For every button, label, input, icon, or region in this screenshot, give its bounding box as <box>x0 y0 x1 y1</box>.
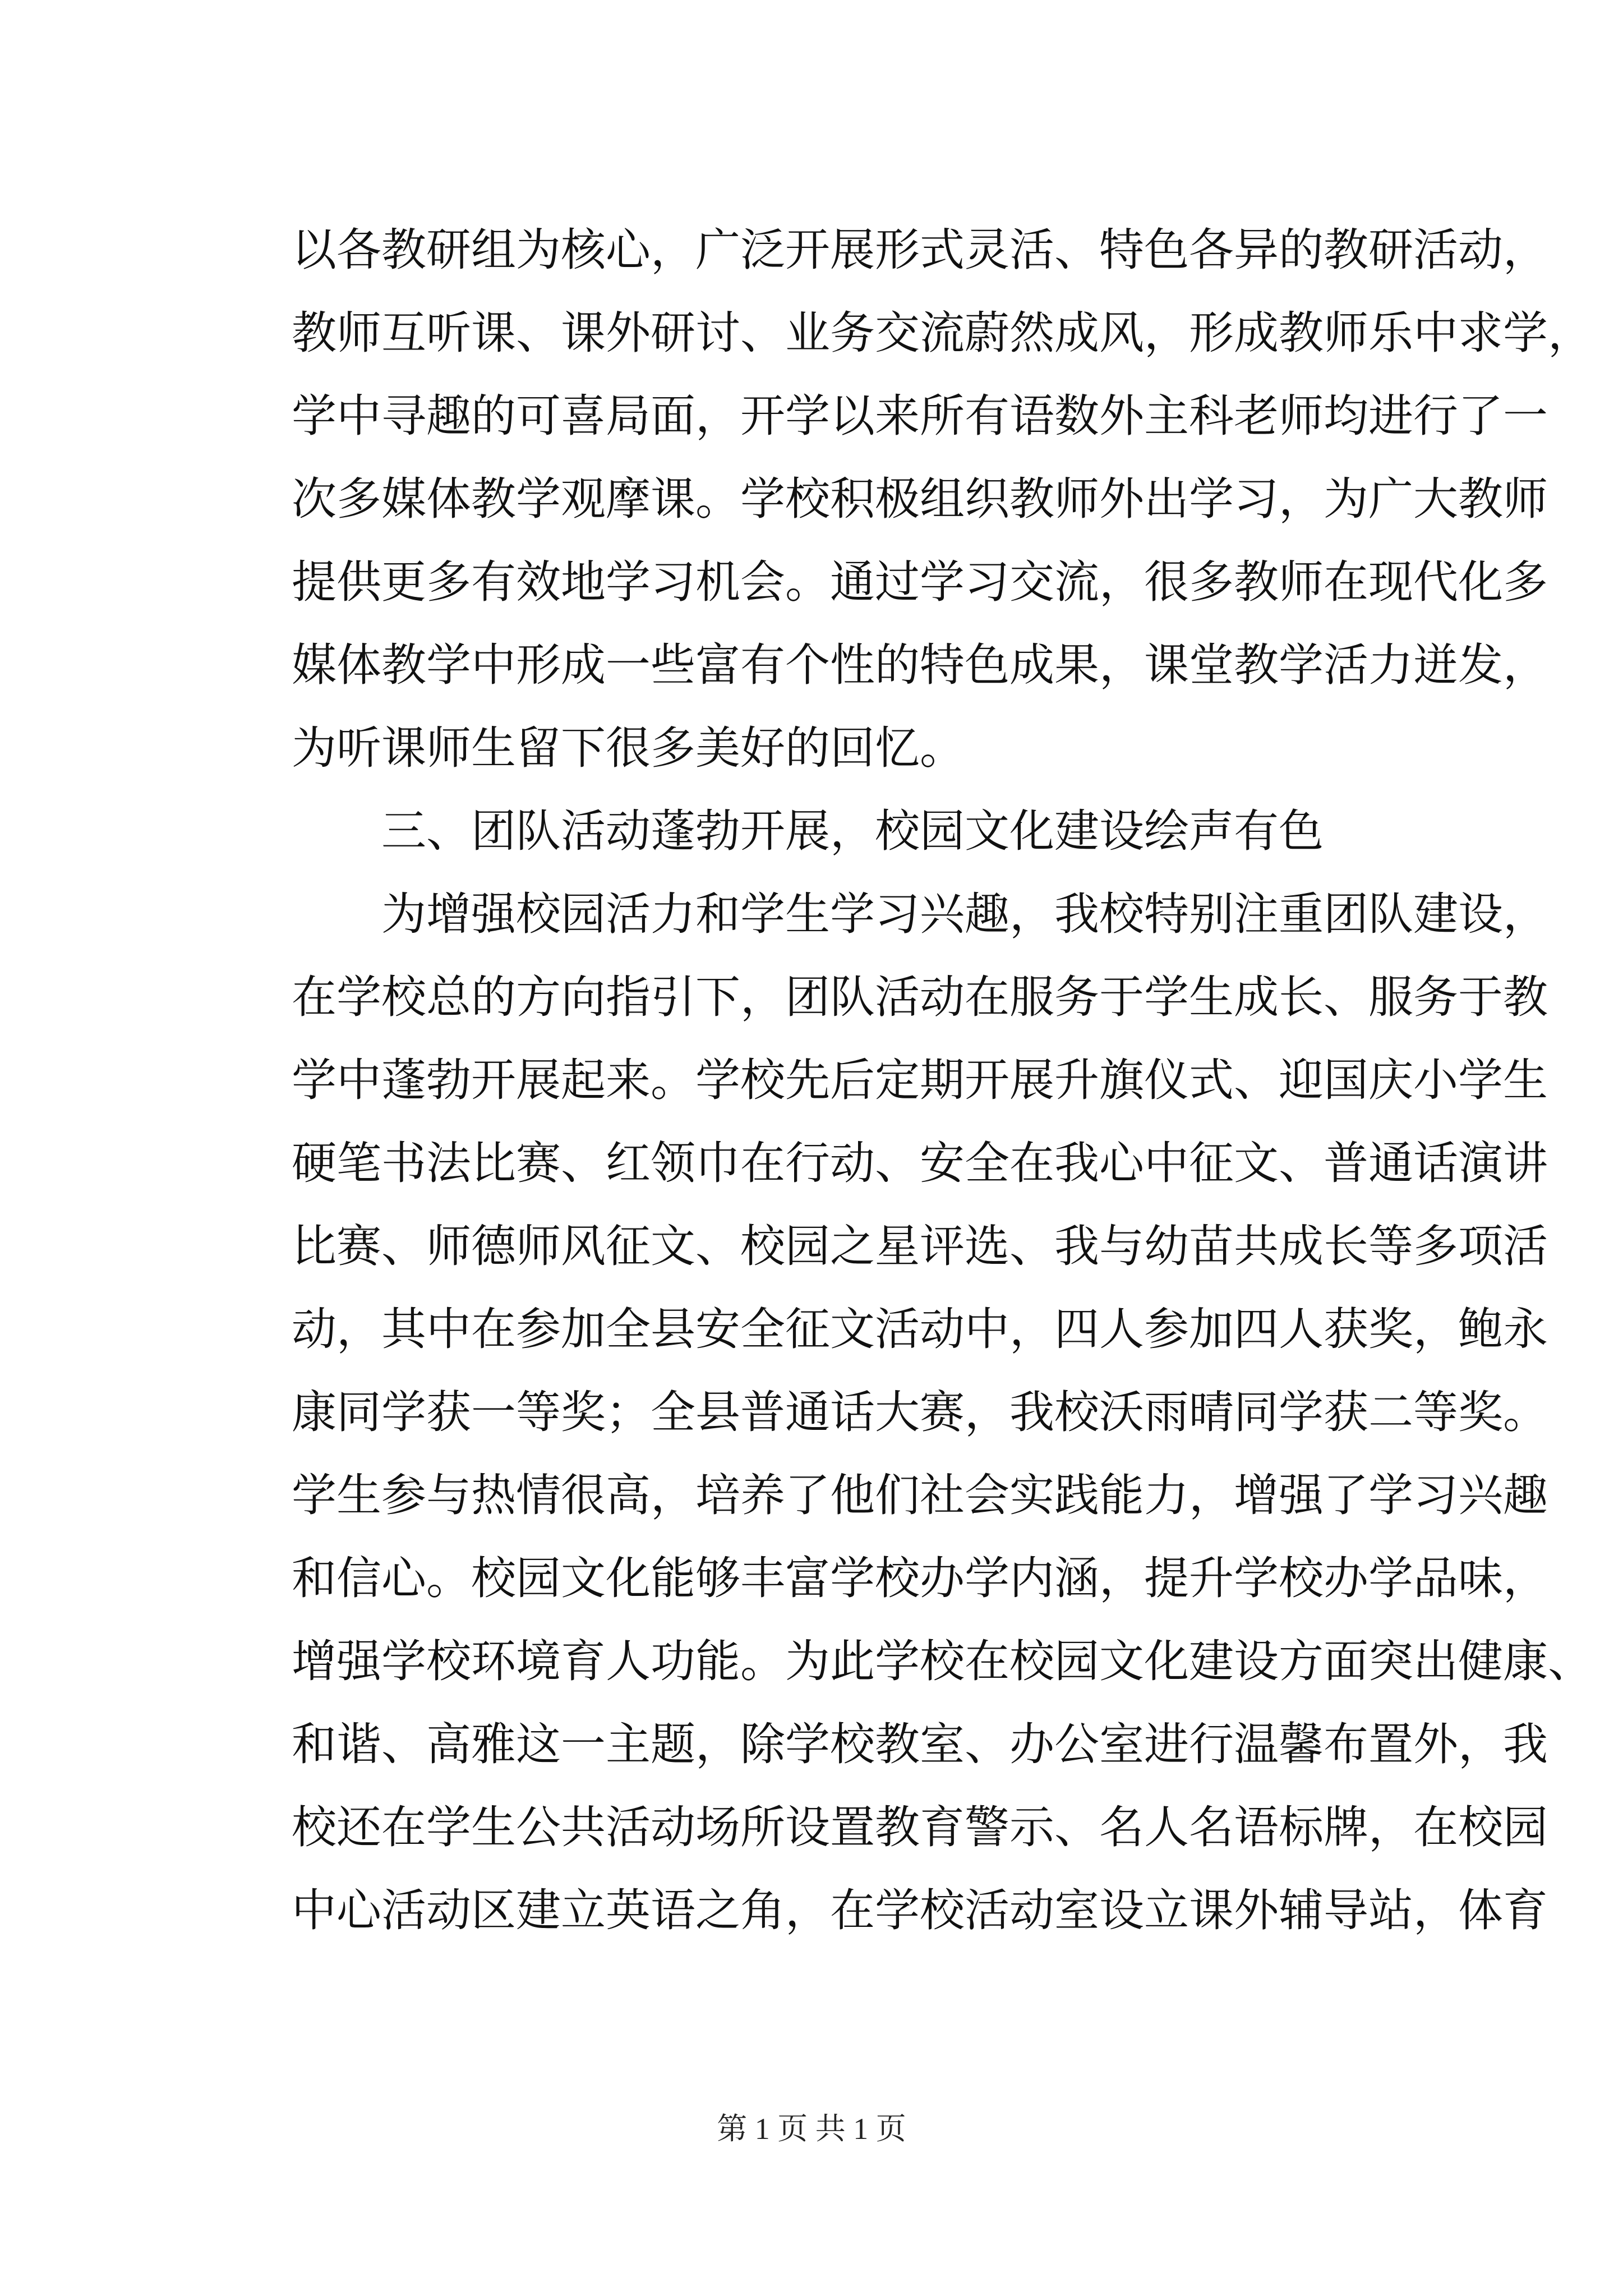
text-line: 动，其中在参加全县安全征文活动中，四人参加四人获奖，鲍永 <box>292 1303 1548 1355</box>
document-body <box>292 209 1593 1952</box>
text-line: 次多媒体教学观摩课。学校积极组织教师外出学习，为广大教师 <box>292 473 1548 525</box>
text-line: 教师互听课、课外研讨、业务交流蔚然成风，形成教师乐中求学， <box>292 307 1593 359</box>
text-line: 在学校总的方向指引下，团队活动在服务于学生成长、服务于教 <box>292 971 1548 1023</box>
section-heading: 三、团队活动蓬勃开展，校园文化建设绘声有色 <box>381 805 1324 857</box>
text-line: 康同学获一等奖；全县普通话大赛，我校沃雨晴同学获二等奖。 <box>292 1386 1548 1438</box>
text-line: 媒体教学中形成一些富有个性的特色成果，课堂教学活力迸发， <box>292 639 1548 691</box>
page-footer <box>0 2105 1623 2148</box>
text-line: 增强学校环境育人功能。为此学校在校园文化建设方面突出健康、 <box>292 1635 1593 1687</box>
text-line: 为听课师生留下很多美好的回忆。 <box>292 722 965 774</box>
text-line: 提供更多有效地学习机会。通过学习交流，很多教师在现代化多 <box>292 556 1548 608</box>
text-line: 和信心。校园文化能够丰富学校办学内涵，提升学校办学品味， <box>292 1552 1548 1604</box>
text-line: 硬笔书法比赛、红领巾在行动、安全在我心中征文、普通话演讲 <box>292 1137 1548 1189</box>
text-line: 学生参与热情很高，培养了他们社会实践能力，增强了学习兴趣 <box>292 1469 1548 1521</box>
text-line: 以各教研组为核心，广泛开展形式灵活、特色各异的教研活动， <box>292 224 1548 276</box>
text-line: 学中寻趣的可喜局面，开学以来所有语数外主科老师均进行了一 <box>292 390 1548 442</box>
page-number: 第 1 页 共 1 页 <box>717 2112 906 2146</box>
text-line: 和谐、高雅这一主题，除学校教室、办公室进行温馨布置外，我 <box>292 1718 1548 1770</box>
text-line: 比赛、师德师风征文、校园之星评选、我与幼苗共成长等多项活 <box>292 1220 1548 1272</box>
text-line: 中心活动区建立英语之角，在学校活动室设立课外辅导站，体育 <box>292 1884 1548 1936</box>
text-line: 校还在学生公共活动场所设置教育警示、名人名语标牌，在校园 <box>292 1801 1548 1853</box>
text-line: 学中蓬勃开展起来。学校先后定期开展升旗仪式、迎国庆小学生 <box>292 1054 1548 1106</box>
text-line: 为增强校园活力和学生学习兴趣，我校特别注重团队建设， <box>381 888 1548 940</box>
